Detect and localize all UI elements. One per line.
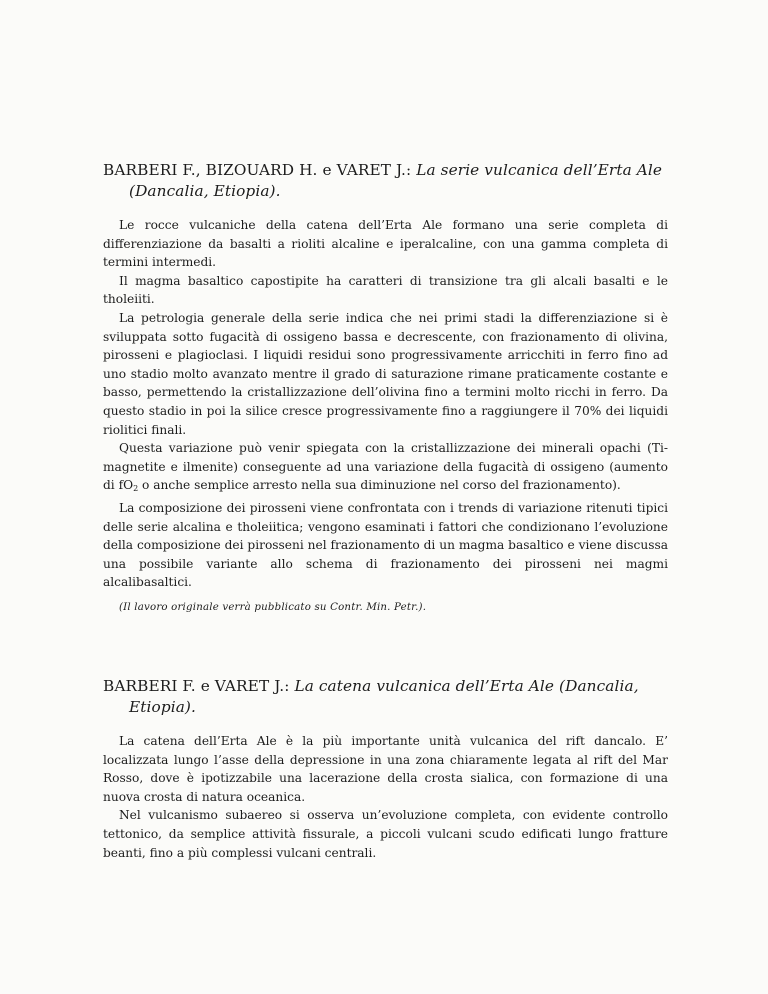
article-erta-ale-chain — [103, 676, 668, 862]
paragraph-text: o anche semplice arresto nella sua diminuzione nel corso del frazionamento). — [138, 478, 621, 493]
paragraph: Le rocce vulcaniche della catena dell’Erta Ale formano una serie completa di differenziazione da basalti a rioliti alcaline e iperalcaline, con una gamma completa di termini intermedi. — [103, 218, 668, 270]
article-authors: BARBERI F. e VARET J.: — [103, 677, 290, 695]
article-heading — [103, 676, 668, 718]
article-heading — [103, 160, 668, 202]
article-title: La catena vulcanica dell’Erta Ale (Dancalia, Etiopia). — [129, 677, 639, 716]
article-authors: BARBERI F., BIZOUARD H. e VARET J.: — [103, 161, 412, 179]
subscript: 2 — [133, 484, 139, 494]
article-title: La serie vulcanica dell’Erta Ale (Dancalia, Etiopia). — [129, 161, 663, 200]
publication-note: (Il lavoro originale verrà pubblicato su Contr. Min. Petr.). — [119, 601, 427, 613]
paragraph: Nel vulcanismo subaereo si osserva un’evoluzione completa, con evidente controllo tettonico, da semplice attività fissurale, a piccoli vulcani scudo edificati lungo fratture beanti, fino a più complessi vulcani centrali. — [103, 808, 668, 860]
paragraph — [103, 439, 668, 499]
paragraph: Il magma basaltico capostipite ha caratteri di transizione tra gli alcali basalti e le tholeiiti. — [103, 273, 668, 307]
paragraph: La catena dell’Erta Ale è la più importante unità vulcanica del rift dancalo. E’ localizzata lungo l’asse della depressione in una zona chiaramente legata al rift del Mar Rosso, dove è ipotizzabile una lacerazione della crosta sialica, con formazione di una nuova crosta di natura oceanica. — [103, 734, 668, 804]
article-erta-ale-series — [103, 160, 668, 613]
paragraph: La composizione dei pirosseni viene confrontata con i trends di variazione ritenuti tipici delle serie alcalina e tholeiitica; vengono esaminati i fattori che condizionano l’evoluzione della composizione dei pirosseni nel frazionamento di un magma basaltico e viene discussa una possibile variante allo schema di frazionamento dei pirosseni nei magmi alcalibasaltici. — [103, 500, 668, 590]
paragraph: La petrologia generale della serie indica che nei primi stadi la differenziazione si è sviluppata sotto fugacità di ossigeno bassa e decrescente, con frazionamento di olivina, pirosseni e plagioclasi. I liquidi residui sono progressivamente arricchiti in ferro fino ad uno stadio molto avanzato mentre il grado di saturazione rimane praticamente costante e basso, permettendo la cristallizzazione dell’olivina fino a termini molto ricchi in ferro. Da questo stadio in poi la silice cresce progressivamente fino a raggiungere il 70% dei liquidi riolitici finali. — [103, 310, 668, 437]
paragraph-text: Questa variazione può venir spiegata con la cristallizzazione dei minerali opachi (Ti-magnetite e ilmenite) conseguente ad una variazione della fugacità di ossigeno (aumento di fO — [103, 441, 668, 493]
